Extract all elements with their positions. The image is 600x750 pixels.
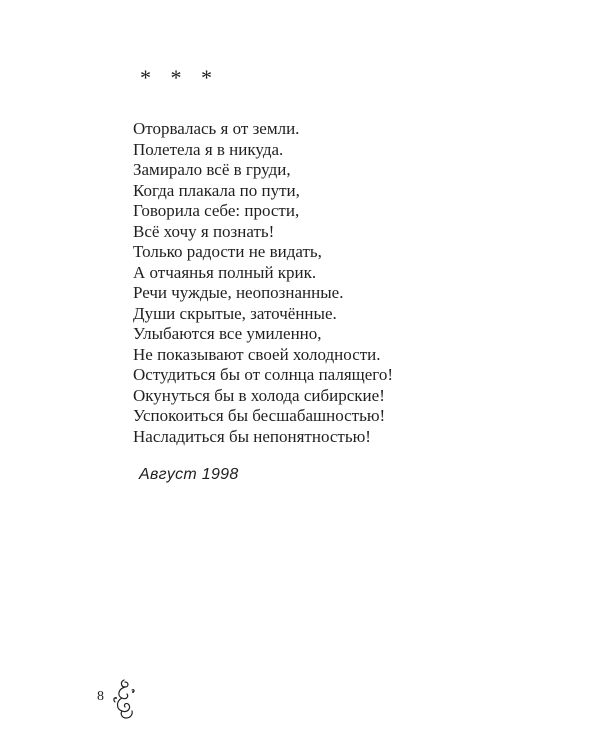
poem-line: Улыбаются все умиленно, (133, 324, 322, 343)
poem-line: Замирало всё в груди, (133, 160, 291, 179)
poem-line: Говорила себе: прости, (133, 201, 300, 220)
decorative-flourish-icon (110, 676, 140, 722)
poem-line: Всё хочу я познать! (133, 221, 275, 241)
poem-date: Август 1998 (139, 466, 239, 483)
poem-line: Оторвалась я от земли. (133, 119, 300, 138)
poem-line: Успокоиться бы бесшабашностью! (133, 406, 386, 425)
poem-line: Когда плакала по пути, (133, 180, 300, 200)
poem-line: А отчаянья полный крик. (133, 262, 317, 282)
poem-line: Полетела я в никуда. (133, 139, 284, 159)
section-separator: * * * (139, 65, 211, 90)
poem-line: Окунуться бы в холода сибирские! (133, 385, 385, 405)
poem-text (133, 119, 393, 447)
poem-line: Души скрытые, заточённые. (133, 303, 337, 323)
poem-line: Только радости не видать, (133, 242, 322, 261)
page-number: 8 (97, 689, 104, 704)
poem-line: Насладиться бы непонятностью! (133, 426, 371, 446)
poem-line: Остудиться бы от солнца палящего! (133, 365, 394, 384)
poem-line: Не показывают своей холодности. (133, 344, 381, 364)
poem-line: Речи чуждые, неопознанные. (133, 283, 344, 302)
